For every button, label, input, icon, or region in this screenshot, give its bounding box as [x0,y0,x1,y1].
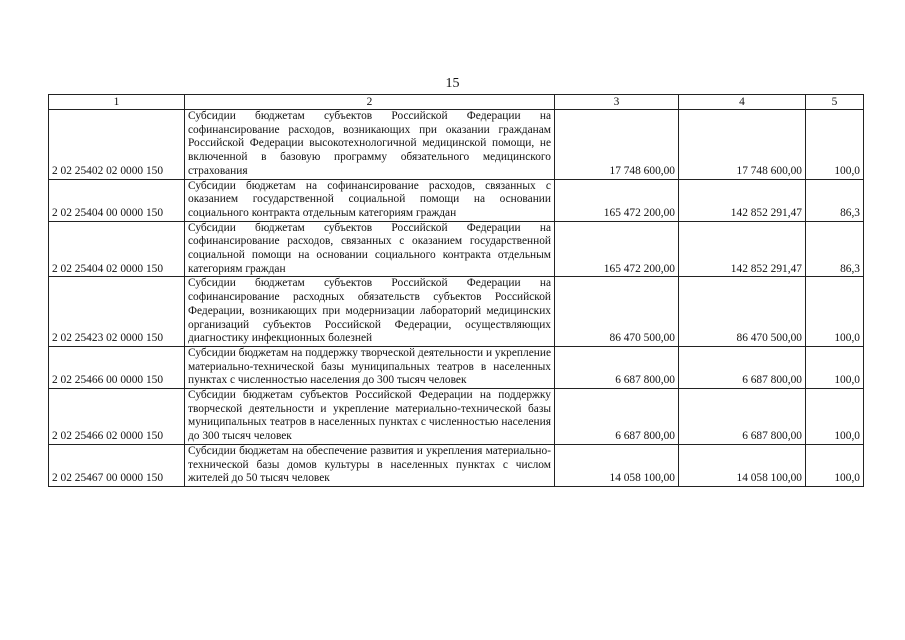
row-planned-amount: 86 470 500,00 [555,277,679,347]
row-description: Субсидии бюджетам субъектов Российской Федерации на поддержку творческой деятельности и укрепление материально-технической базы муниципальных театров в населенных пунктах с численностью населения до 300 тысяч человек [185,389,555,445]
row-planned-amount: 165 472 200,00 [555,179,679,221]
row-percent: 100,0 [806,277,864,347]
column-header-planned: 3 [555,95,679,110]
row-planned-amount: 6 687 800,00 [555,346,679,388]
budget-table [48,94,864,487]
column-header-description: 2 [185,95,555,110]
row-percent: 100,0 [806,110,864,180]
table-row [49,277,864,347]
row-description: Субсидии бюджетам на обеспечение развития и укрепления материально-технической базы домов культуры в населенных пунктах с числом жителей до 50 тысяч человек [185,444,555,486]
row-executed-amount: 6 687 800,00 [679,389,806,445]
row-executed-amount: 142 852 291,47 [679,179,806,221]
row-description: Субсидии бюджетам субъектов Российской Федерации на софинансирование расходов, связанных с оказанием государственной социальной помощи на основании социального контракта отдельным категориям граждан [185,221,555,277]
row-code: 2 02 25466 00 0000 150 [49,346,185,388]
row-percent: 100,0 [806,346,864,388]
row-code: 2 02 25404 00 0000 150 [49,179,185,221]
row-code: 2 02 25423 02 0000 150 [49,277,185,347]
table-row [49,444,864,486]
row-percent: 86,3 [806,179,864,221]
row-description: Субсидии бюджетам на софинансирование расходов, связанных с оказанием государственной социальной помощи на основании социального контракта отдельным категориям граждан [185,179,555,221]
row-code: 2 02 25466 02 0000 150 [49,389,185,445]
row-executed-amount: 86 470 500,00 [679,277,806,347]
column-header-code: 1 [49,95,185,110]
column-header-executed: 4 [679,95,806,110]
row-executed-amount: 142 852 291,47 [679,221,806,277]
row-percent: 86,3 [806,221,864,277]
row-planned-amount: 14 058 100,00 [555,444,679,486]
table-row [49,179,864,221]
table-row [49,389,864,445]
row-percent: 100,0 [806,444,864,486]
row-percent: 100,0 [806,389,864,445]
row-executed-amount: 17 748 600,00 [679,110,806,180]
header-row [49,95,864,110]
row-code: 2 02 25467 00 0000 150 [49,444,185,486]
row-description: Субсидии бюджетам субъектов Российской Федерации на софинансирование расходов, возникающих при оказании гражданам Российской Федерации высокотехнологичной медицинской помощи, не включенной в базовую программу обязательного медицинского страхования [185,110,555,180]
table-row [49,346,864,388]
table-row [49,221,864,277]
row-planned-amount: 6 687 800,00 [555,389,679,445]
row-planned-amount: 165 472 200,00 [555,221,679,277]
row-description: Субсидии бюджетам субъектов Российской Федерации на софинансирование расходных обязательств субъектов Российской Федерации, возникающих при модернизации лабораторий медицинских организаций субъектов Российской Федерации, осуществляющих диагностику инфекционных болезней [185,277,555,347]
row-code: 2 02 25402 02 0000 150 [49,110,185,180]
row-description: Субсидии бюджетам на поддержку творческой деятельности и укрепление материально-технической базы муниципальных театров в населенных пунктах с численностью населения до 300 тысяч человек [185,346,555,388]
table-row [49,110,864,180]
row-planned-amount: 17 748 600,00 [555,110,679,180]
page-number: 15 [445,76,460,91]
row-executed-amount: 14 058 100,00 [679,444,806,486]
row-executed-amount: 6 687 800,00 [679,346,806,388]
row-code: 2 02 25404 02 0000 150 [49,221,185,277]
column-header-percent: 5 [806,95,864,110]
